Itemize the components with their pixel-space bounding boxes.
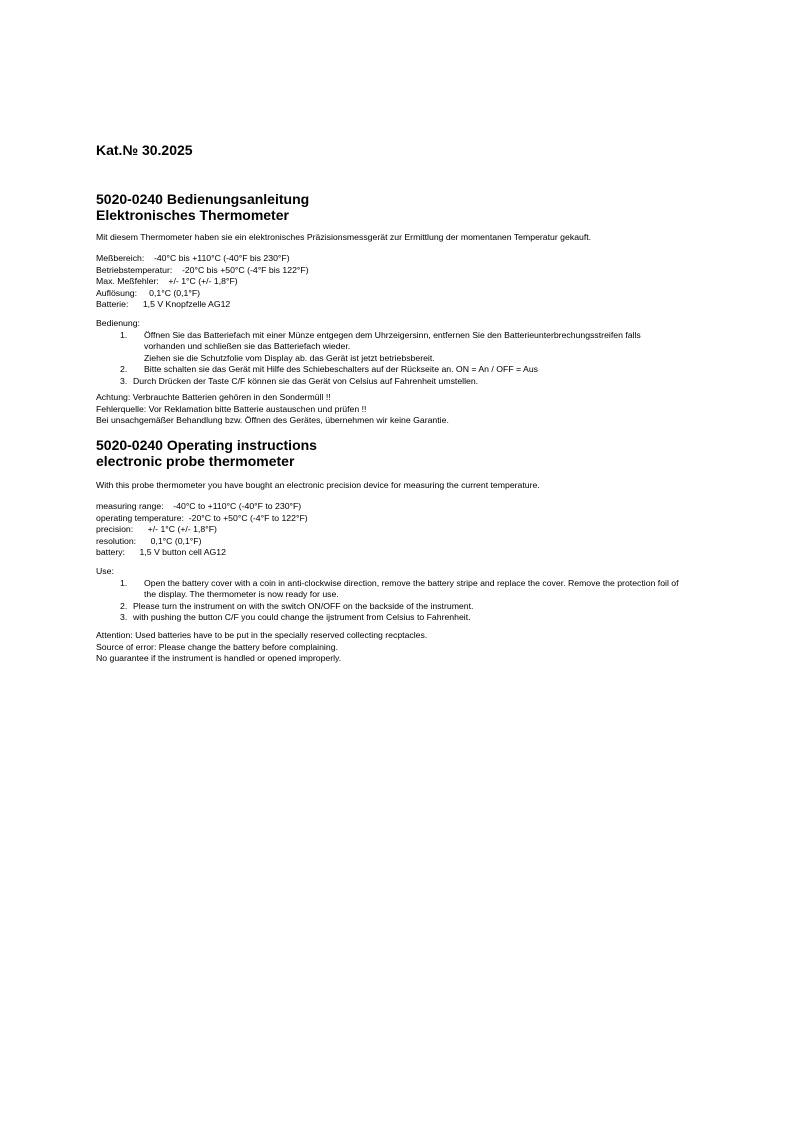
english-title: [96, 437, 317, 469]
english-notes: [96, 630, 427, 665]
step-number: 3.: [120, 612, 128, 622]
english-title-line2: electronic probe thermometer: [96, 453, 295, 469]
german-note: Bei unsachgemäßer Behandlung bzw. Öffnen des Gerätes, übernehmen wir keine Garantie.: [96, 415, 449, 425]
step-number: 2.: [120, 364, 128, 374]
german-spec-row: Batterie: 1,5 V Knopfzelle AG12: [96, 299, 231, 309]
german-notes: [96, 392, 449, 427]
catalog-number: Kat.№ 30.2025: [96, 142, 193, 158]
step-line: Bitte schalten sie das Gerät mit Hilfe des Schiebeschalters auf der Rückseite an. ON = An / OFF = Aus: [144, 364, 539, 374]
english-step-3: [96, 612, 679, 624]
english-operation-label: Use:: [96, 566, 114, 576]
english-specs: [96, 501, 308, 559]
step-line: Open the battery cover with a coin in anti-clockwise direction, remove the battery stripe and replace the cover. Remove the protection foil of: [144, 577, 679, 588]
english-spec-row: precision: +/- 1°C (+/- 1,8°F): [96, 524, 217, 534]
english-spec-row: operating temperature: -20°C to +50°C (-4°F to 122°F): [96, 512, 308, 523]
german-spec-row: Max. Meßfehler: +/- 1°C (+/- 1,8°F): [96, 276, 238, 286]
step-number: 1.: [120, 329, 128, 340]
german-step-1: [96, 330, 641, 365]
english-spec-row: resolution: 0,1°C (0,1°F): [96, 535, 202, 546]
step-line: Please turn the instrument on with the switch ON/OFF on the backside of the instrument.: [133, 600, 474, 611]
german-spec-row: Betriebstemperatur: -20°C bis +50°C (-4°F bis 122°F): [96, 264, 309, 275]
german-operation-label: Bedienung:: [96, 318, 140, 328]
english-note: Source of error: Please change the battery before complaining.: [96, 641, 338, 652]
english-title-line1: 5020-0240 Operating instructions: [96, 437, 317, 453]
english-spec-row: battery: 1,5 V button cell AG12: [96, 547, 226, 557]
english-step-1: [96, 578, 679, 601]
german-intro: Mit diesem Thermometer haben sie ein elektronisches Präzisionsmessgerät zur Ermittlung der momentanen Temperatur gekauft.: [96, 232, 592, 242]
english-spec-row: measuring range: -40°C to +110°C (-40°F to 230°F): [96, 501, 302, 511]
german-note: Fehlerquelle: Vor Reklamation bitte Batterie austauschen und prüfen !!: [96, 403, 367, 414]
english-step-2: [96, 601, 679, 613]
english-note: No guarantee if the instrument is handled or opened improperly.: [96, 653, 342, 663]
step-line: Öffnen Sie das Batteriefach mit einer Münze entgegen dem Uhrzeigersinn, entfernen Sie den Batterieunterbrechungsstreifen falls: [144, 329, 641, 340]
german-spec-row: Meßbereich: -40°C bis +110°C (-40°F bis 230°F): [96, 253, 290, 263]
german-step-3: [96, 376, 641, 388]
german-title-line1: 5020-0240 Bedienungsanleitung: [96, 191, 310, 207]
step-number: 2.: [120, 600, 128, 611]
step-line: with pushing the button C/F you could change the ijstrument from Celsius to Fahrenheit.: [133, 612, 471, 622]
german-specs: [96, 253, 309, 311]
german-operation: [96, 318, 641, 387]
english-operation: [96, 566, 679, 624]
step-line: vorhanden und schließen sie das Batteriefach wieder.: [144, 341, 351, 351]
step-line: Ziehen sie die Schutzfolie vom Display ab. das Gerät ist jetzt betriebsbereit.: [144, 352, 435, 363]
english-intro: With this probe thermometer you have bought an electronic precision device for measuring the current temperature.: [96, 480, 540, 490]
german-step-2: [96, 364, 641, 376]
german-note: Achtung: Verbrauchte Batterien gehören in den Sondermüll !!: [96, 392, 331, 402]
german-title: [96, 191, 309, 223]
step-line: Durch Drücken der Taste C/F können sie das Gerät von Celsius auf Fahrenheit umstellen.: [133, 375, 479, 386]
english-note: Attention: Used batteries have to be put in the specially reserved collecting recptacles.: [96, 630, 428, 640]
german-spec-row: Auflösung: 0,1°C (0,1°F): [96, 287, 201, 298]
german-title-line2: Elektronisches Thermometer: [96, 207, 289, 223]
step-number: 3.: [120, 375, 128, 386]
step-number: 1.: [120, 577, 128, 588]
step-line: the display. The thermometer is now ready for use.: [144, 589, 339, 599]
